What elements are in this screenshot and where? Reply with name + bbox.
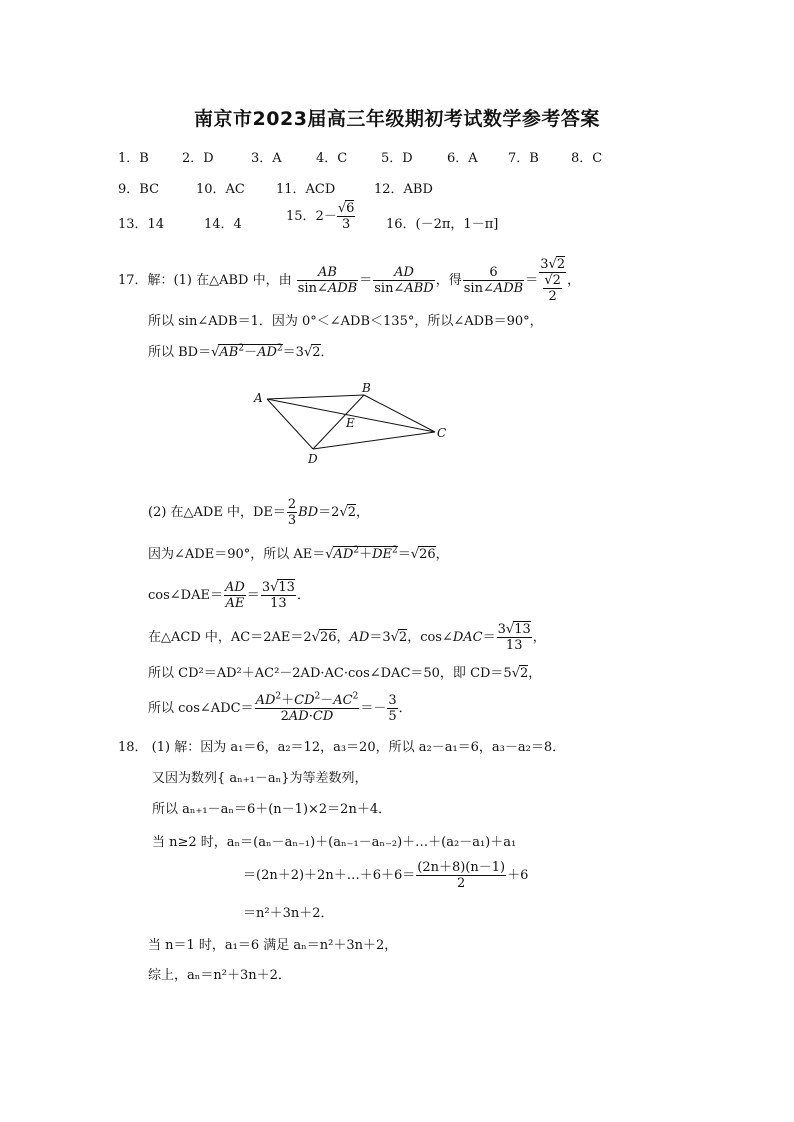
answer-4: 4．C: [316, 151, 348, 166]
q18-l5-prefix: ＝(2n＋2)＋2n＋…＋6＋6＝: [243, 868, 416, 883]
triangle-figure: [250, 380, 450, 470]
answer-3: 3．A: [251, 151, 282, 166]
answer-15-radicand: 6: [346, 201, 355, 216]
answer-9: 9．BC: [118, 182, 160, 197]
answer-15: [286, 201, 356, 232]
q17-step2-prefix: 所以 BD＝: [148, 345, 212, 360]
answer-1: 1．B: [118, 151, 149, 166]
fraction: $\frac{3√13}{13}$: [261, 580, 295, 611]
q18-line-8: 综上，aₙ＝n²＋3n＋2．: [148, 968, 291, 983]
q18-line-3: 所以 aₙ₊₁－aₙ＝6＋(n－1)×2＝2n＋4．: [152, 802, 392, 817]
answer-5: 5．D: [381, 151, 413, 166]
label-c: C: [437, 426, 447, 440]
page-title: 南京市2023届高三年级期初考试数学参考答案: [194, 108, 600, 130]
q17-line-2: 所以 sin∠ADB＝1．因为 0°＜∠ADB＜135°，所以∠ADB＝90°，: [148, 314, 543, 329]
segment-bd: [313, 395, 364, 449]
fraction: $\frac{6}{\text{sin∠ADB}}$: [463, 265, 524, 296]
answer-10: 10．AC: [196, 182, 245, 197]
answer-12: 12．ABD: [374, 182, 433, 197]
q18-l5-numerator: (2n＋8)(n－1): [417, 860, 506, 875]
answer-13: 13．14: [118, 217, 165, 232]
q17-s6-prefix: 所以 CD²＝AD²＋AC²－2AD·AC·cos∠DAC＝50，即 CD＝5: [148, 666, 512, 681]
fraction: $\frac{3}{5}$: [388, 693, 397, 724]
answer-15-prefix: 15．2－: [286, 209, 337, 224]
q17-line-8: 所以 CD²＝AD²＋AC²－2AD·AC·cos∠DAC＝50，即 CD＝5√2，: [148, 666, 542, 681]
q17-s3-prefix: 因为∠ADE＝90°，所以 AE＝: [148, 547, 326, 562]
fraction: $\frac{3√13}{13}$: [497, 622, 531, 653]
answer-2: 2．D: [182, 151, 214, 166]
answer-15-fraction: $\frac{√6}{3}$: [337, 201, 355, 232]
q17-line-5: 因为∠ADE＝90°，所以 $AE=√AD^2+DE^2=√26$，: [148, 545, 449, 562]
segment-bc: [364, 395, 435, 432]
answer-15-denominator: 3: [341, 217, 351, 232]
answer-7: 7．B: [508, 151, 539, 166]
fraction: $\frac{3√2}{\frac{√2}{2}}$: [540, 257, 566, 304]
answer-11: 11．ACD: [276, 182, 336, 197]
answer-8: 8．C: [571, 151, 603, 166]
q17-s5-prefix: 在△ACD 中，AC＝2AE＝2: [148, 630, 312, 645]
segment-dc: [313, 432, 435, 449]
q18-line-1: 18． (1) 解：因为 a₁＝6，a₂＝12，a₃＝20，所以 a₂－a₁＝6，a₃－a₂＝8．: [118, 740, 566, 755]
q18-l5-suffix: ＋6: [507, 868, 529, 883]
fraction: $\frac{2}{3}$: [287, 497, 297, 528]
q18-line-7: 当 n＝1 时，a₁＝6 满足 aₙ＝n²＋3n＋2，: [148, 938, 398, 953]
fraction: $\frac{AD}{AE}$: [224, 580, 245, 611]
label-a: A: [254, 391, 263, 405]
q17-line-4: (2) 在△ADE 中，DE＝ $\frac{2}{3}$ BD＝2√2，: [148, 497, 370, 528]
q18-line-4: 当 n≥2 时，aₙ＝(aₙ－aₙ₋₁)＋(aₙ₋₁－aₙ₋₂)＋…＋(a₂－a₁)＋a₁: [152, 835, 517, 850]
q17-line-6: cos∠DAE＝ $\frac{AD}{AE}$ ＝ $\frac{3√13}{13}$ ．: [148, 580, 310, 611]
q17-line-1: 17．解：(1) 在△ABD 中，由 $\frac{AB}{\text{sin∠ADB}}$ ＝ $\frac{AD}{\text{sin∠ABD}}$ ，得 $\frac{6}{\text{sin∠ADB}}$ ＝ $\frac{3√2}{\frac{√2}{2}}$ ，: [118, 257, 581, 304]
segment-ab: [267, 395, 364, 399]
answer-14: 14．4: [204, 217, 242, 232]
q17-label: 17．解：(1) 在△ABD 中，由: [118, 273, 292, 288]
q18-line-2: 又因为数列{ aₙ₊₁－aₙ}为等差数列，: [152, 771, 368, 786]
q17-line-9: 所以 cos∠ADC＝ $\frac{AD^2+CD^2-AC^2}{2AD\cdot CD}$ ＝－ $\frac{3}{5}$ ．: [148, 691, 412, 724]
q17-s4-prefix: cos∠DAE＝: [148, 588, 223, 603]
fraction: $\frac{AD}{\text{sin∠ABD}}$: [374, 265, 434, 296]
label-b: B: [362, 381, 371, 395]
label-d: D: [308, 452, 318, 466]
q17-part2-prefix: (2) 在△ADE 中，DE＝: [148, 505, 286, 520]
q18-line-6: ＝n²＋3n＋2．: [243, 906, 334, 921]
fraction: [416, 860, 506, 891]
fraction: $\frac{AB}{\text{sin∠ADB}}$: [297, 265, 358, 296]
q18-line-5: [243, 860, 528, 891]
label-e: E: [346, 416, 355, 430]
q17-s7-prefix: 所以 cos∠ADC＝: [148, 701, 254, 716]
answer-6: 6．A: [447, 151, 478, 166]
q18-l5-denominator: 2: [457, 876, 466, 891]
answer-16: 16．(－2π，1－π]: [386, 217, 499, 232]
fraction: $\frac{AD^2+CD^2-AC^2}{2AD\cdot CD}$: [255, 691, 359, 724]
q17-line-7: 在△ACD 中，AC＝2AE＝2√26，AD＝3√2，cos∠DAC＝ $\frac{3√13}{13}$ ，: [148, 622, 546, 653]
q17-line-3: 所以 $BD=√AB^2-AD^2=3√2$．: [148, 343, 334, 360]
